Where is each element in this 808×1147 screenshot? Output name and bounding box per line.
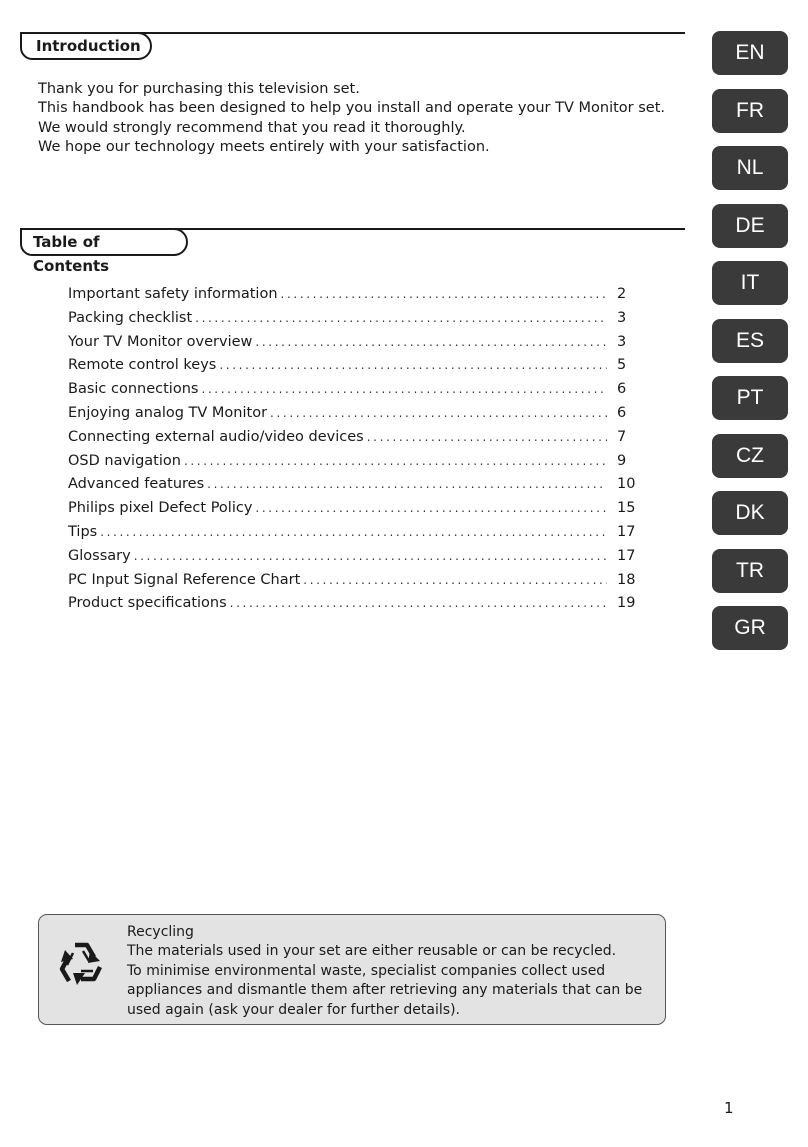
toc-header	[20, 228, 685, 275]
recycling-line: The materials used in your set are either reusable or can be recycled.	[127, 943, 617, 960]
toc-entry-page: 9	[617, 452, 627, 469]
toc-entry-page: 7	[617, 428, 627, 445]
intro-line: We hope our technology meets entirely with your satisfaction.	[38, 138, 490, 155]
toc-entry-page: 6	[617, 381, 627, 398]
toc-entry-page: 2	[617, 286, 627, 302]
introduction-header	[20, 32, 685, 62]
toc-entry-title: Your TV Monitor overview	[68, 333, 253, 350]
toc-entry[interactable]	[68, 524, 641, 548]
toc-entry[interactable]	[68, 357, 641, 381]
language-tab-dk[interactable]: DK	[712, 491, 788, 535]
toc-entry[interactable]	[68, 572, 641, 596]
language-tab-de[interactable]: DE	[712, 204, 788, 248]
language-tab-gr[interactable]: GR	[712, 606, 788, 650]
toc-entry-title: Packing checklist	[68, 309, 193, 326]
toc-entry[interactable]	[68, 429, 641, 453]
toc-entry-page: 3	[617, 333, 627, 350]
recycle-icon	[53, 937, 109, 993]
toc-entry-title: OSD navigation	[68, 452, 181, 469]
toc-entry[interactable]	[68, 334, 641, 358]
intro-line: Thank you for purchasing this television set.	[38, 81, 360, 97]
toc-entry[interactable]	[68, 476, 641, 500]
language-tab-nl[interactable]: NL	[712, 146, 788, 190]
recycling-line: To minimise environmental waste, specialist companies collect used appliances and dismantle them after retrieving any materials that can be used again (ask your dealer for further details).	[127, 962, 643, 1018]
toc-entry-title: Remote control keys	[68, 357, 217, 374]
toc-entry-page: 10	[617, 476, 636, 493]
introduction-text	[38, 80, 678, 157]
toc-entry-page: 5	[617, 357, 627, 374]
toc-entry-title: Philips pixel Defect Policy	[68, 500, 253, 517]
language-tab-pt[interactable]: PT	[712, 376, 788, 420]
toc-entry-page: 6	[617, 404, 627, 421]
toc-entry-title: Tips	[68, 523, 98, 540]
toc-entry[interactable]	[68, 500, 641, 524]
toc-entry[interactable]	[68, 310, 641, 334]
table-of-contents	[68, 286, 641, 619]
toc-entry-title: Advanced features	[68, 476, 205, 493]
language-tab-tr[interactable]: TR	[712, 549, 788, 593]
language-tab-es[interactable]: ES	[712, 319, 788, 363]
recycling-title: Recycling	[127, 924, 194, 940]
toc-entry-page: 17	[617, 523, 636, 540]
toc-entry-page: 19	[617, 595, 636, 612]
toc-entry-title: Basic connections	[68, 381, 199, 398]
toc-entry-page: 15	[617, 500, 636, 517]
language-tab-it[interactable]: IT	[712, 261, 788, 305]
language-tab-fr[interactable]: FR	[712, 89, 788, 133]
language-tab-en[interactable]: EN	[712, 31, 788, 75]
toc-entry[interactable]	[68, 595, 641, 619]
toc-entry[interactable]	[68, 405, 641, 429]
toc-entry-page: 18	[617, 571, 636, 588]
toc-entry-title: Connecting external audio/video devices	[68, 428, 364, 445]
toc-entry-title: Product specifications	[68, 595, 227, 612]
toc-entry[interactable]	[68, 286, 641, 310]
toc-entry-title: Enjoying analog TV Monitor	[68, 404, 268, 421]
recycling-notice	[38, 914, 666, 1025]
intro-line: We would strongly recommend that you read it thoroughly.	[38, 119, 466, 136]
toc-entry[interactable]	[68, 381, 641, 405]
toc-entry-page: 3	[617, 309, 627, 326]
toc-entry-page: 17	[617, 547, 636, 564]
recycling-text	[127, 923, 662, 1020]
toc-entry-title: Important safety information	[68, 286, 278, 302]
language-tabs	[712, 31, 788, 664]
toc-heading: Table of Contents	[20, 228, 188, 256]
language-tab-cz[interactable]: CZ	[712, 434, 788, 478]
toc-entry[interactable]	[68, 548, 641, 572]
page-number: 1	[724, 1099, 734, 1117]
introduction-heading: Introduction	[20, 32, 152, 60]
toc-entry-title: Glossary	[68, 547, 131, 564]
intro-line: This handbook has been designed to help you install and operate your TV Monitor set.	[38, 100, 666, 117]
toc-entry-title: PC Input Signal Reference Chart	[68, 571, 301, 588]
toc-entry[interactable]	[68, 453, 641, 477]
